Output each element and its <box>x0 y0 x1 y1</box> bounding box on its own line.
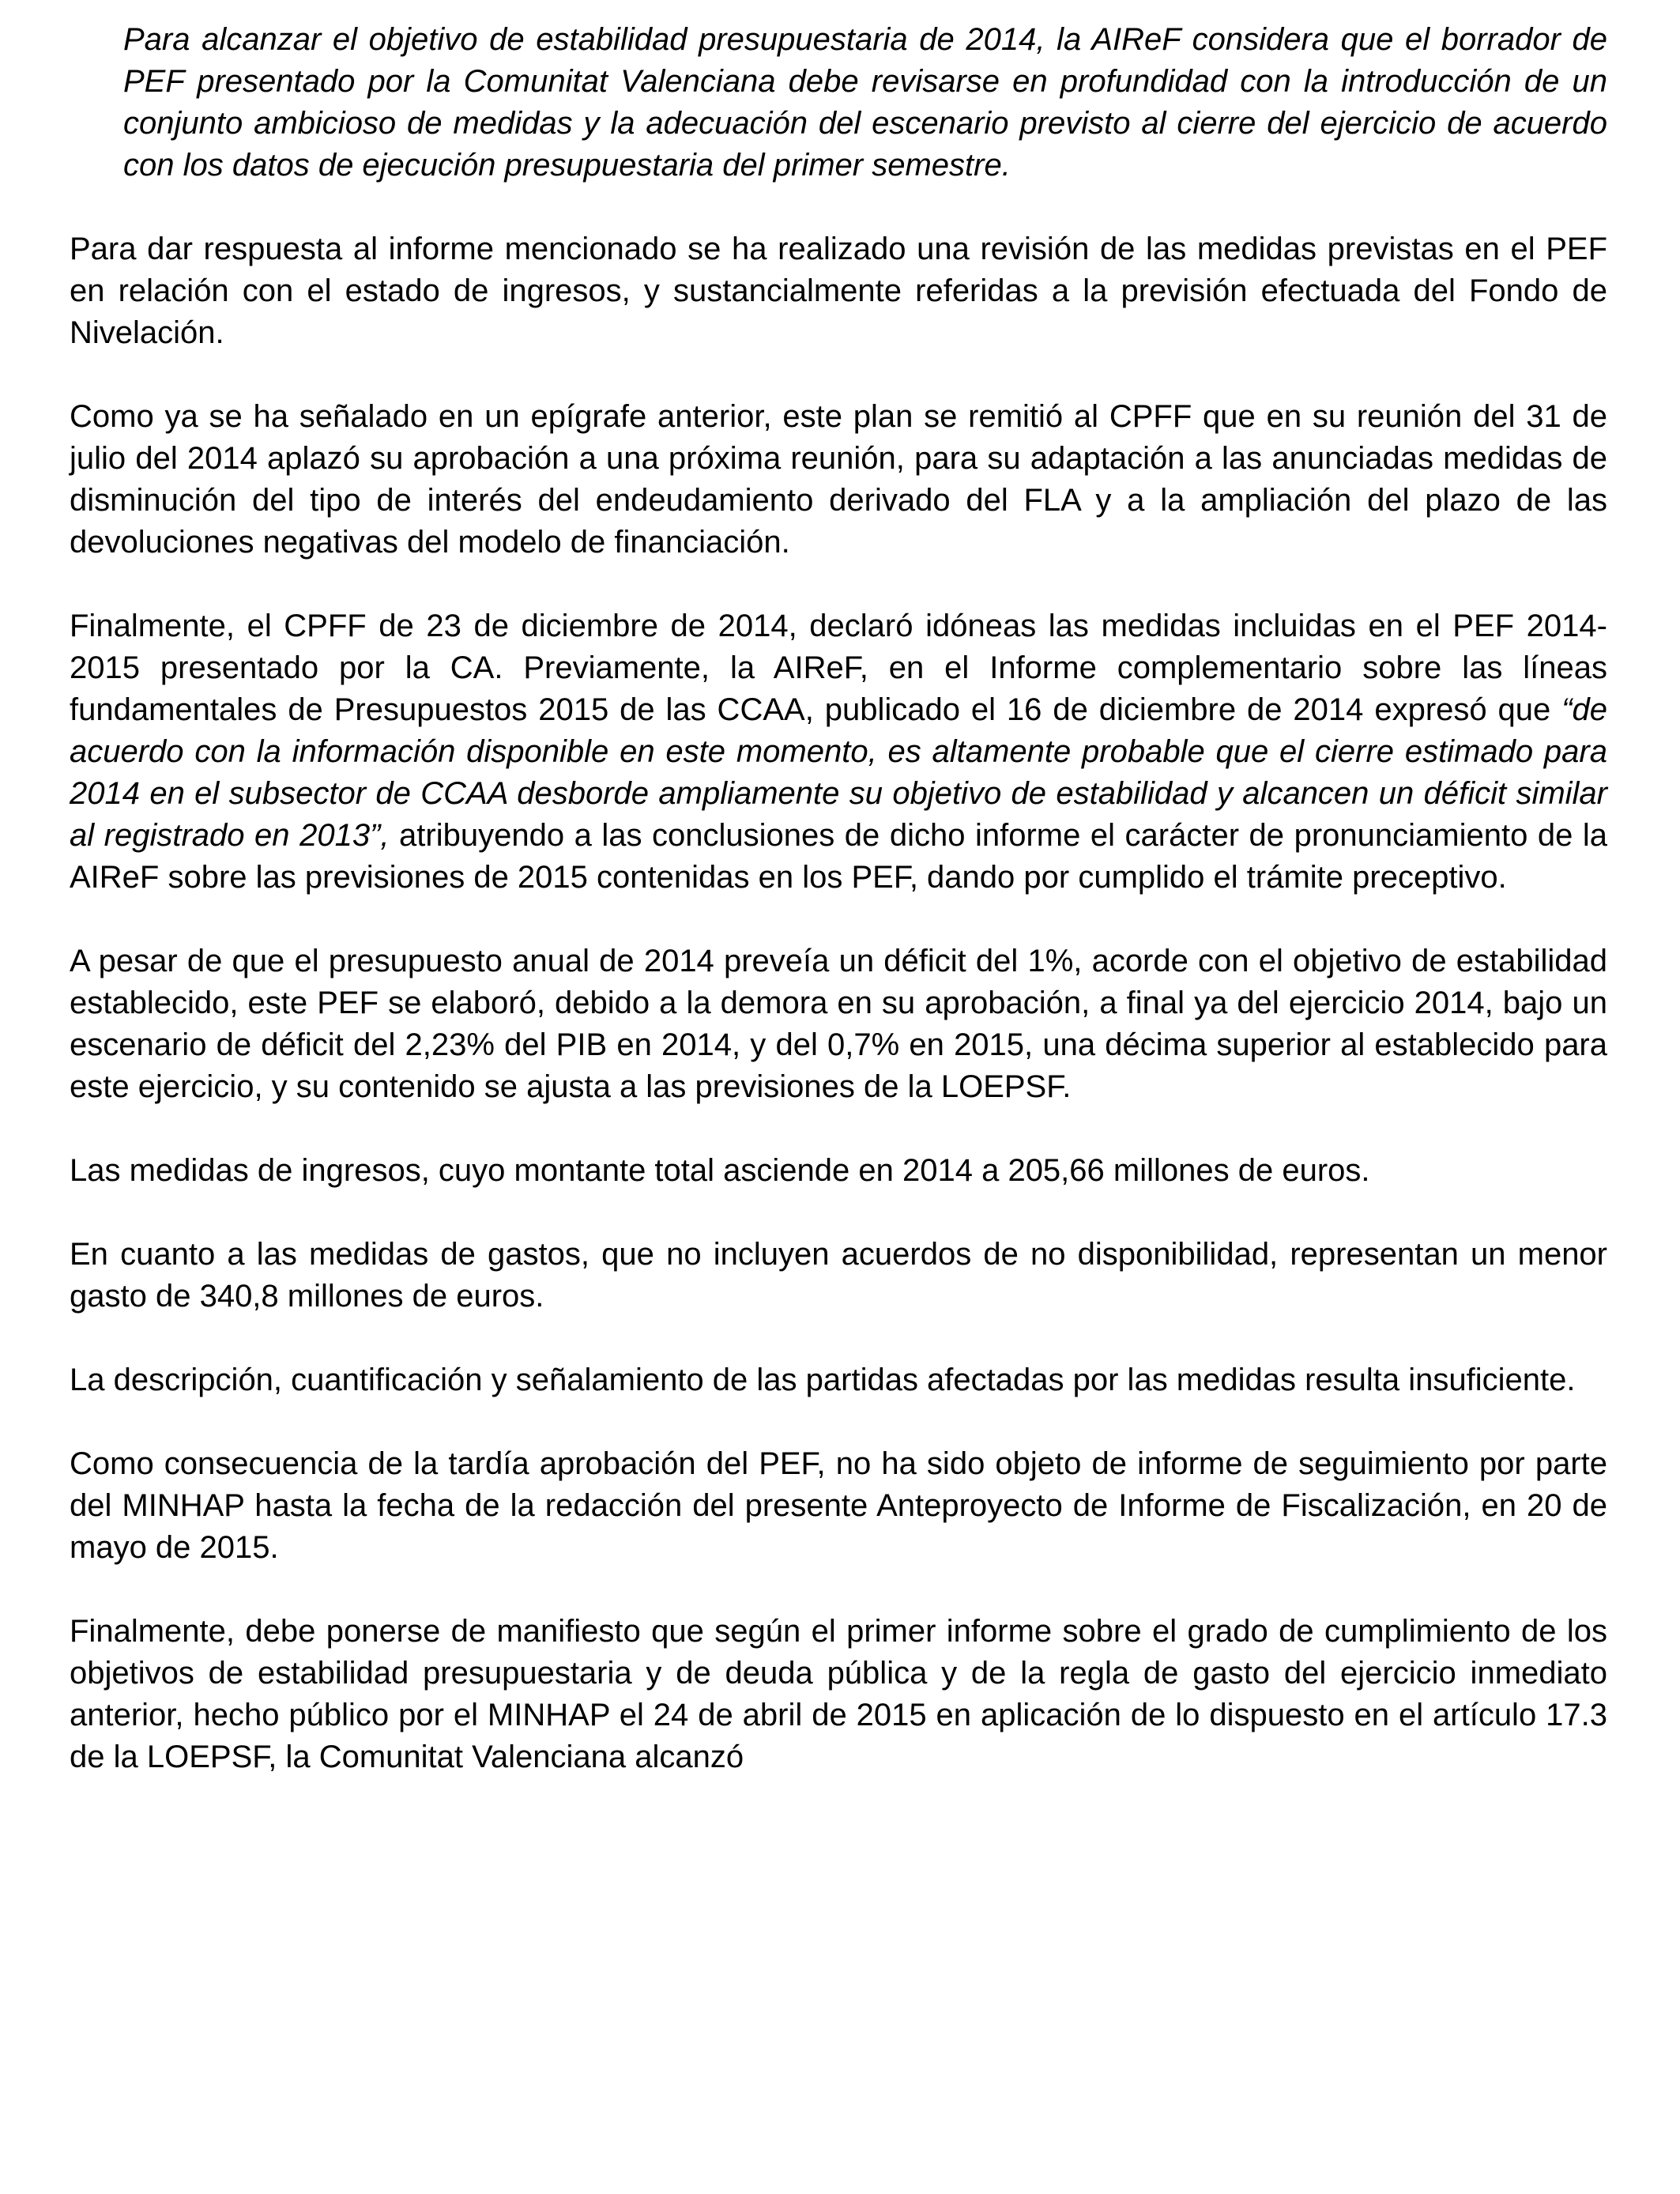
paragraph-cpff-diciembre-end: atribuyendo a las conclusiones de dicho informe el carácter de pronunciamiento de la AIReF sobre las previsiones de 2015 contenidas en los PEF, dando por cumplido el trámite preceptivo. <box>70 818 1607 895</box>
quoted-paragraph-airef: Para alcanzar el objetivo de estabilidad presupuestaria de 2014, la AIReF considera que el borrador de PEF presentado por la Comunitat Valenciana debe revisarse en profundidad con la introducción de un conjunto ambicioso de medidas y la adecuación del escenario previsto al cierre del ejercicio de acuerdo con los datos de ejecución presupuestaria del primer semestre. <box>123 22 1607 183</box>
paragraph-respuesta-informe: Para dar respuesta al informe mencionado se ha realizado una revisión de las medidas previstas en el PEF en relación con el estado de ingresos, y sustancialmente referidas a la previsión efectuada del Fondo de Nivelación. <box>70 232 1607 350</box>
paragraph-cpff-diciembre-quote: “de acuerdo con la información disponible en este momento, es altamente probable que el cierre estimado para 2014 en el subsector de CCAA desborde ampliamente su objetivo de estabilidad y alcancen un déficit similar al registrado en 2013”, <box>70 692 1607 853</box>
paragraph-medidas-gastos: En cuanto a las medidas de gastos, que no incluyen acuerdos de no disponibilidad, representan un menor gasto de 340,8 millones de euros. <box>70 1237 1607 1314</box>
document-page <box>70 19 1607 1820</box>
paragraph-deficit-escenario: A pesar de que el presupuesto anual de 2014 preveía un déficit del 1%, acorde con el objetivo de estabilidad establecido, este PEF se elaboró, debido a la demora en su aprobación, a final ya del ejercicio 2014, bajo un escenario de déficit del 2,23% del PIB en 2014, y del 0,7% en 2015, una décima superior al establecido para este ejercicio, y su contenido se ajusta a las previsiones de la LOEPSF. <box>70 944 1607 1104</box>
paragraph-cumplimiento-objetivos: Finalmente, debe ponerse de manifiesto que según el primer informe sobre el grado de cumplimiento de los objetivos de estabilidad presupuestaria y de deuda pública y de la regla de gasto del ejercicio inmediato anterior, hecho público por el MINHAP el 24 de abril de 2015 en aplicación de lo dispuesto en el artículo 17.3 de la LOEPSF, la Comunitat Valenciana alcanzó <box>70 1614 1607 1774</box>
paragraph-medidas-ingresos: Las medidas de ingresos, cuyo montante total asciende en 2014 a 205,66 millones de euros. <box>70 1153 1370 1188</box>
paragraph-descripcion-insuficiente: La descripción, cuantificación y señalamiento de las partidas afectadas por las medidas resulta insuficiente. <box>70 1363 1576 1397</box>
paragraph-cpff-julio: Como ya se ha señalado en un epígrafe anterior, este plan se remitió al CPFF que en su reunión del 31 de julio del 2014 aplazó su aprobación a una próxima reunión, para su adaptación a las anunciadas medidas de disminución del tipo de interés del endeudamiento derivado del FLA y a la ampliación del plazo de las devoluciones negativas del modelo de financiación. <box>70 399 1607 560</box>
paragraph-seguimiento-minhap: Como consecuencia de la tardía aprobación del PEF, no ha sido objeto de informe de seguimiento por parte del MINHAP hasta la fecha de la redacción del presente Anteproyecto de Informe de Fiscalización, en 20 de mayo de 2015. <box>70 1446 1607 1565</box>
paragraph-cpff-diciembre <box>70 605 1607 899</box>
paragraph-cpff-diciembre-start: Finalmente, el CPFF de 23 de diciembre de 2014, declaró idóneas las medidas incluidas en el PEF 2014-2015 presentado por la CA. Previamente, la AIReF, en el Informe complementario sobre las líneas fundamentales de Presupuestos 2015 de las CCAA, publicado el 16 de diciembre de 2014 expresó que <box>70 609 1607 727</box>
